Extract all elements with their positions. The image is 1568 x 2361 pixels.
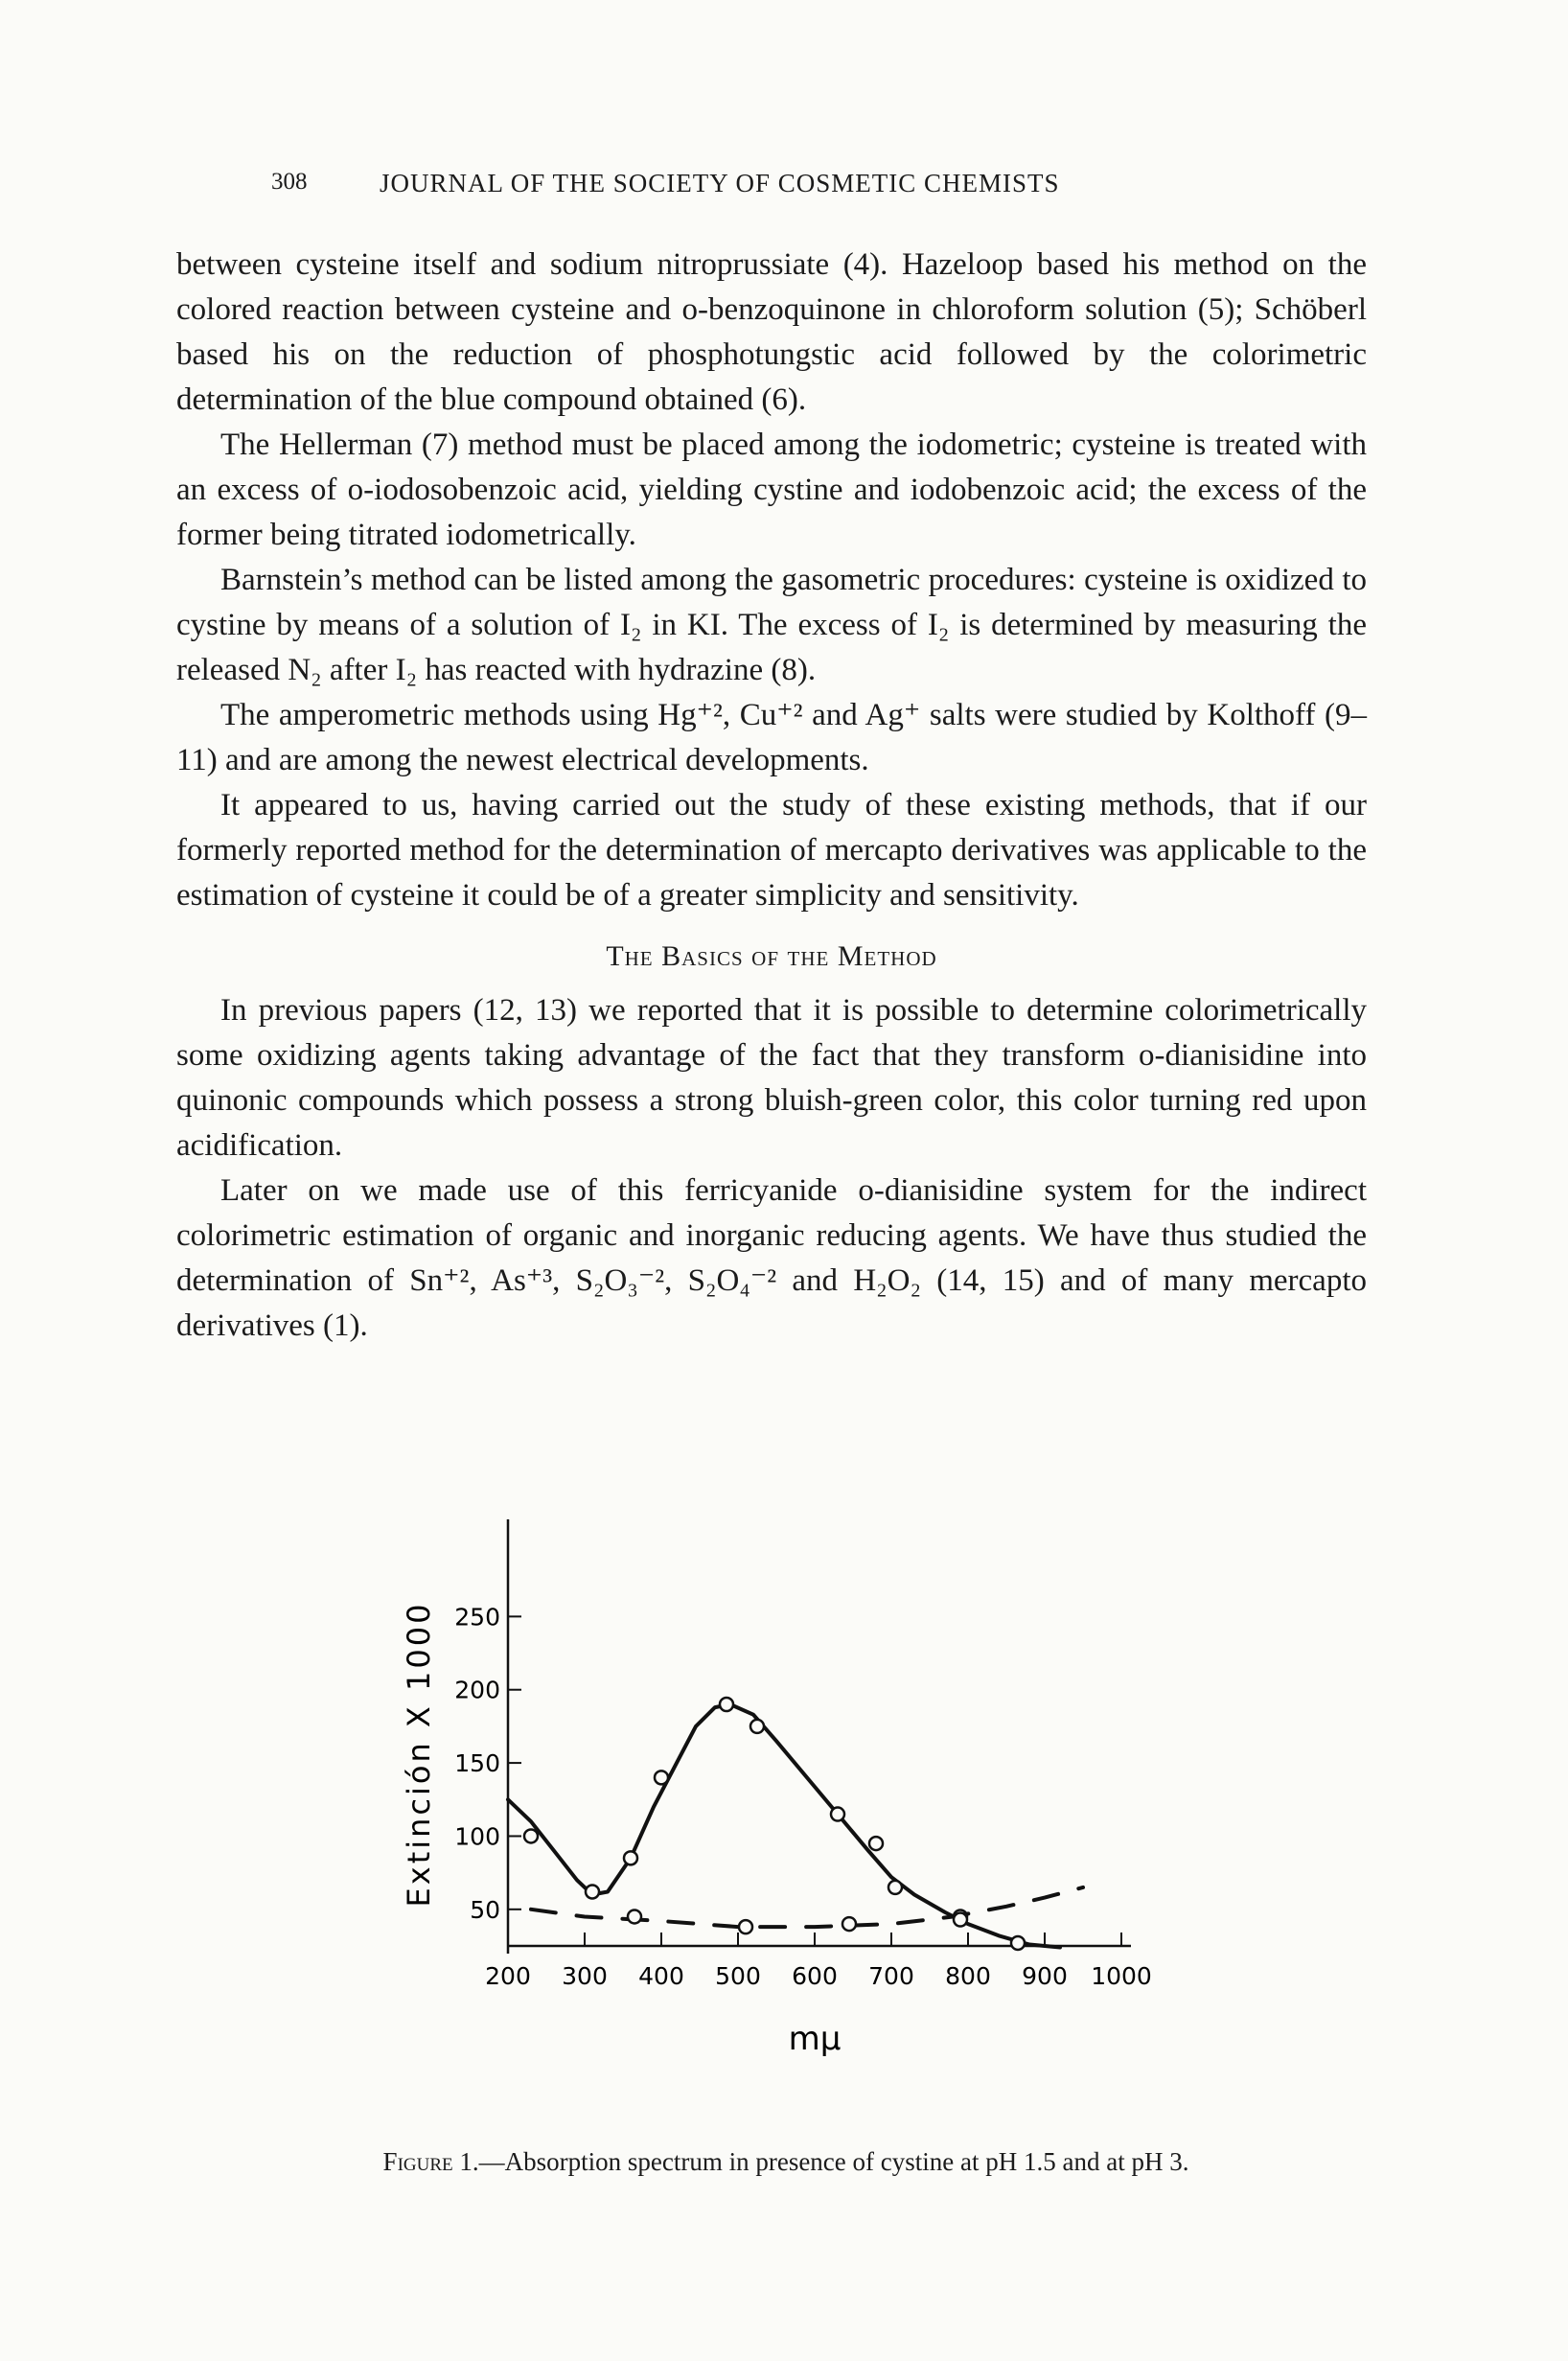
section-heading: The Basics of the Method [606, 940, 937, 972]
y-tick-label: 100 [454, 1822, 500, 1851]
body-text [176, 243, 1367, 1349]
data-point-ph15 [869, 1837, 883, 1850]
data-point-ph15 [586, 1885, 599, 1898]
data-point-ph15 [655, 1771, 668, 1784]
x-axis-label: mμ [788, 2020, 842, 2058]
x-tick-label: 800 [945, 1962, 991, 1990]
y-tick-label: 250 [454, 1603, 500, 1632]
figure-caption [374, 2147, 1198, 2176]
x-tick-label: 300 [562, 1962, 608, 1990]
y-tick-label: 150 [454, 1749, 500, 1778]
x-tick-label: 500 [715, 1962, 761, 1990]
data-point-ph15 [1011, 1936, 1025, 1950]
x-tick-label: 600 [792, 1962, 838, 1990]
figure-caption-label: Figure 1. [382, 2147, 479, 2176]
paragraph: The Hellerman (7) method must be placed among the iodometric; cysteine is treated with an excess of o-iodosobenzoic acid, yielding cystine and iodobenzoic acid; the excess of the former being titrated iodometrically. [176, 428, 1367, 552]
x-tick-label: 700 [868, 1962, 914, 1990]
data-point-ph15 [524, 1829, 538, 1842]
data-point-ph15 [831, 1808, 844, 1821]
data-point-ph3 [628, 1910, 641, 1923]
data-point-ph15 [624, 1851, 637, 1864]
paragraph: The amperometric methods using Hg⁺², Cu⁺² and Ag⁺ salts were studied by Kolthoff (9–11) and are among the newest electrical developments. [176, 698, 1367, 777]
absorption-spectrum-chart [383, 1481, 1188, 2095]
paragraph: In previous papers (12, 13) we reported that it is possible to determine colorimetrically some oxidizing agents taking advantage of the fact that they transform o-dianisidine into quinonic compounds which possess a strong bluish-green color, this color turning red upon acidification. [176, 993, 1367, 1163]
paragraph: between cysteine itself and sodium nitroprussiate (4). Hazeloop based his method on the colored reaction between cysteine and o-benzoquinone in chloroform solution (5); Schöberl based his on the reduction of phosphotungstic acid followed by the colorimetric determination of the blue compound obtained (6). [176, 247, 1367, 417]
x-tick-label: 200 [485, 1962, 531, 1990]
page-header [0, 169, 1568, 207]
page-number: 308 [271, 169, 308, 195]
figure-caption-text: —Absorption spectrum in presence of cystine at pH 1.5 and at pH 3. [478, 2147, 1189, 2176]
y-axis-label: Extinción X 1000 [401, 1601, 437, 1908]
y-tick-label: 200 [454, 1676, 500, 1704]
journal-title: JOURNAL OF THE SOCIETY OF COSMETIC CHEMISTS [380, 169, 1060, 197]
data-point-ph15 [888, 1881, 902, 1894]
data-point-ph3 [739, 1920, 752, 1933]
y-tick-label: 50 [470, 1895, 500, 1924]
data-point-ph15 [720, 1698, 733, 1711]
data-point-ph3 [954, 1913, 967, 1927]
paragraph: It appeared to us, having carried out the study of these existing methods, that if our formerly reported method for the determination of mercapto derivatives was applicable to the estimation of cysteine it could be of a greater simplicity and sensitivity. [176, 788, 1367, 913]
series-line-ph15 [508, 1704, 1060, 1948]
x-tick-label: 900 [1022, 1962, 1068, 1990]
x-tick-label: 400 [638, 1962, 684, 1990]
data-point-ph15 [750, 1720, 764, 1733]
paragraph: Later on we made use of this ferricyanide o-dianisidine system for the indirect colorimetric estimation of organic and inorganic reducing agents. We have thus studied the determination of Sn⁺², As⁺³, S₂O₃⁻², S₂O₄⁻² and H₂O₂ (14, 15) and of many mercapto derivatives (1). [176, 1173, 1367, 1343]
series-line-ph3 [531, 1887, 1083, 1927]
data-point-ph3 [842, 1917, 856, 1931]
paragraph: Barnstein’s method can be listed among the gasometric procedures: cysteine is oxidized to cystine by means of a solution of I₂ in KI. The excess of I₂ is determined by measuring the released N₂ after I₂ has reacted with hydrazine (8). [176, 563, 1367, 687]
x-tick-label: 1000 [1091, 1962, 1152, 1990]
